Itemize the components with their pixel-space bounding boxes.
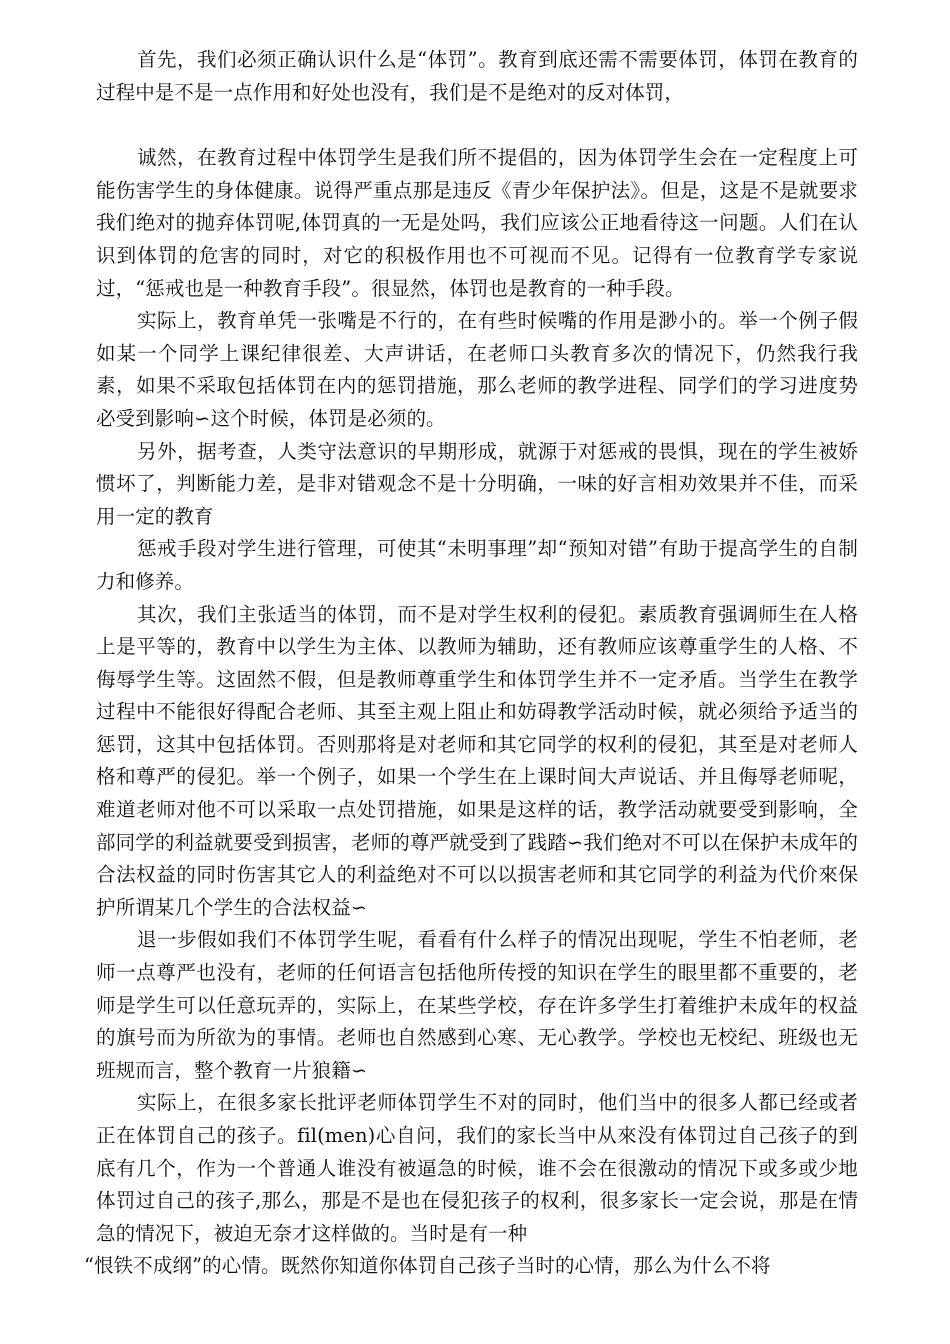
paragraph-5: 惩戒手段对学生进行管理，可使其“未明事理”却“预知对错”有助于提高学生的自制力和修养。 (96, 537, 858, 593)
paragraph-spacer (96, 109, 858, 142)
paragraph-9: “恨铁不成纲”的心情。既然你知道你体罚自己孩子当时的心情，那么为什么不将 (84, 1254, 771, 1278)
paragraph-1: 首先，我们必须正确认识什么是“体罚”。教育到底还需不需要体罚，体罚在教育的过程中是不是一点作用和好处也没有，我们是不是绝对的反对体罚， (96, 48, 858, 104)
paragraph-6: 其次，我们主张适当的体罚，而不是对学生权利的侵犯。素质教育强调师生在人格上是平等的，教育中以学生为主体、以教师为辅助，还有教师应该尊重学生的人格、不侮辱学生等。这固然不假，但是教师尊重学生和体罚学生并不一定矛盾。当学生在教学过程中不能很好得配合老师、其至主观上阻止和妨碍教学活动时候，就必须给予适当的惩罚，这其中包括体罚。否则那将是对老师和其它同学的权利的侵犯，其至是对老师人格和尊严的侵犯。举一个例子，如果一个学生在上课时间大声说话、并且侮辱老师呢，难道老师对他不可以采取一点处罚措施，如果是这样的话，教学活动就要受到影响，全部同学的利益就要受到损害，老师的尊严就受到了践踏∽我们绝对不可以在保护未成年的合法权益的同时伤害其它人的利益绝对不可以以损害老师和其它同学的利益为代价來保护所谓某几个学生的合法权益∽ (96, 602, 858, 919)
document-page (84, 44, 858, 1283)
paragraph-8: 实际上，在很多家长批评老师体罚学生不对的同时，他们当中的很多人都已经或者正在体罚自己的孩子。fil(men)心自问，我们的家长当中从來没有体罚过自己孩子的到底有几个，作为一个普通人谁没有被逼急的时候，谁不会在很激动的情况下或多或少地体罚过自己的孩子,那么，那是不是也在侵犯孩子的权利，很多家长一定会说，那是在情急的情况下，被迫无奈才这样做的。当时是有一种 (96, 1091, 858, 1245)
paragraph-7: 退一步假如我们不体罚学生呢，看看有什么样子的情况出现呢，学生不怕老师，老师一点尊严也没有，老师的任何语言包括他所传授的知识在学生的眼里都不重要的，老师是学生可以任意玩弄的，实际上，在某些学校，存在许多学生打着维护未成年的权益的旗号而为所欲为的事情。老师也自然感到心寒、无心教学。学校也无校纪、班级也无班规而言，整个教育一片狼籍∽ (96, 928, 858, 1082)
paragraph-2: 诚然，在教育过程中体罚学生是我们所不提倡的，因为体罚学生会在一定程度上可能伤害学生的身体健康。说得严重点那是违反《青少年保护法》。但是，这是不是就要求我们绝对的抛弃体罚呢,体罚真的一无是处吗，我们应该公正地看待这一问题。人们在认识到体罚的危害的同时，对它的积极作用也不可视而不见。记得有一位教育学专家说过，“惩戒也是一种教育手段”。很显然，体罚也是教育的一种手段。 (96, 146, 858, 300)
paragraph-4: 另外，据考查，人类守法意识的早期形成，就源于对惩戒的畏惧，现在的学生被娇惯坏了，判断能力差，是非对错观念不是十分明确，一味的好言相劝效果并不佳，而采用一定的教育 (96, 439, 858, 528)
paragraph-3: 实际上，教育单凭一张嘴是不行的，在有些时候嘴的作用是渺小的。举一个例子假如某一个同学上课纪律很差、大声讲话，在老师口头教育多次的情况下，仍然我行我素，如果不采取包括体罚在内的惩罚措施，那么老师的教学进程、同学们的学习进度势必受到影响∽这个时候，体罚是必须的。 (96, 309, 858, 430)
